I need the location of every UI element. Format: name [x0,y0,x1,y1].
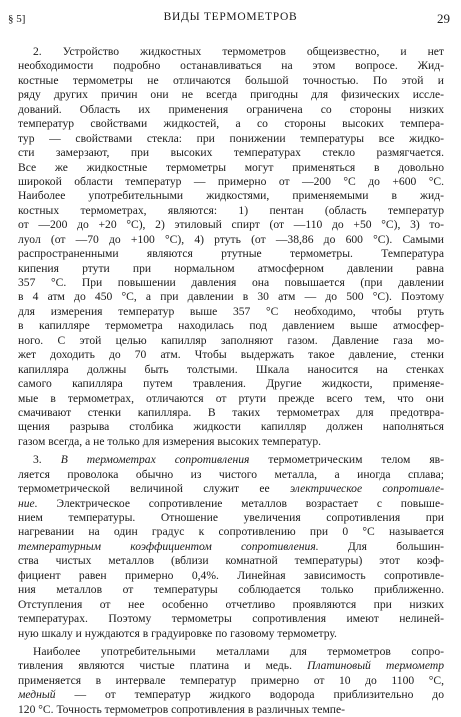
paragraph [18,453,444,641]
text-line [18,204,444,218]
text-line [18,305,444,319]
text-line [18,348,444,362]
text-run: 357 °С. При повышении давления она повышается (при давлении [18,276,444,289]
text-line [18,88,444,102]
text-run: для измерения температур выше 357 °С необходимо, чтобы ртуть [18,304,444,318]
text-line [18,525,444,539]
text-line [18,175,444,189]
text-line [18,645,444,659]
text-run: в 4 атм до 450 °С, а при давлении в 30 атм — до 500 °С). Поэтому [18,290,444,304]
text-run: необходимости подробно останавливаться на этом вопросе. Жид- [18,59,444,73]
text-run: Электрическое сопротивление металлов возрастает с повыше- [37,496,444,510]
text-line [18,420,444,434]
text-line [18,674,444,688]
italic-term: медный [18,688,56,702]
text-run: 120 °С. Точность термометров сопротивления в различных темпе- [18,702,346,716]
text-line [18,569,444,583]
text-line [18,377,444,391]
text-run: дований. Область их применения ограничена со стороны низких [18,102,444,116]
text-line [18,233,444,247]
text-line [18,319,444,333]
text-run: ляется проволока обычно из чистого металла, а иногда сплава; [18,467,444,481]
italic-term: Платиновый термометр [307,659,444,673]
text-line [18,117,444,131]
text-line [18,363,444,377]
text-run: в капилляре термометра находилась под давлением выше атмосфер- [18,319,444,333]
italic-term: В термометрах сопротивления [60,453,250,467]
text-run: Для большин- [318,539,444,553]
text-line [18,703,444,717]
text-run: нагревании на один градус к сопротивлению при 0 °С называется [18,525,444,539]
text-line [18,612,444,626]
text-run: костных термометрах, являются: 1) пентан (область температур [18,203,444,217]
paragraph [18,45,444,449]
text-run: сти замерзают, при высоких температурах стекло размягчается. [18,146,444,160]
italic-term: ние. [18,496,38,510]
text-run: ства чистых металлов (вблизи комнатной температуры) этот коэф- [18,554,444,568]
text-line [18,627,444,641]
text-run: смачивают стенки капилляра. В таких термометрах для предотвра- [18,405,444,419]
text-run: температурах. Поэтому термометры сопротивления имеют нелиней- [18,612,444,626]
text-run: самого капилляра путем травления. Другие жидкости, применяе- [18,377,444,391]
text-line [18,334,444,348]
text-line [18,511,444,525]
text-run: ряду других причин они не всегда пригодны для физических иссле- [18,88,444,102]
text-run: кипения ртути при нормальном атмосферном давлении равна [18,261,444,275]
text-run: ния металлов от температуры соблюдается только приближенно. [18,583,444,597]
text-run: мые в термометрах, отличаются от ртути прежде всего тем, что они [18,391,444,405]
paragraph [18,645,444,717]
running-header [0,11,461,27]
text-run: фициент равен примерно 0,4%. Линейная зависимость сопротивле- [18,568,444,582]
text-line [18,276,444,290]
text-run: термометрической величиной служит ее [18,482,290,496]
text-line [18,45,444,59]
text-run: температур свойствами жидкостей, а со стороны высоких темпера- [18,117,444,131]
text-run: Отступления от нее особенно отчетливо проявляются при низких [18,597,444,611]
text-run: Наиболее употребительными жидкостями, применяемыми в жид- [18,189,444,203]
text-run: тивления являются чистые платина и медь. [18,659,308,673]
text-run: жет доходить до 70 атм. Чтобы выдержать такое давление, стенки [18,348,444,362]
italic-term: температурным коэффициентом сопротивления. [18,539,319,553]
text-line [18,189,444,203]
text-run: Наиболее употребительными металлами для термометров сопро- [33,644,444,658]
text-line [18,497,444,511]
text-line [18,103,444,117]
text-run: ного. С этой целью капилляр заполняют газом. Давление газа мо- [18,333,444,347]
text-line [18,554,444,568]
text-run: газом всегда, а не только для измерения высоких температур. [18,434,322,448]
text-run: распространенными являются ртутные термометры. Температура [18,247,444,261]
text-line [18,482,444,496]
text-run: костные термометры не отличаются большой точностью. По этой и [18,73,444,87]
text-run: 3. [33,453,61,467]
text-run: 2. Устройство жидкостных термометров общеизвестно, и нет [33,45,444,58]
text-run: — от температур жидкого водорода приблизительно до [55,688,444,702]
text-line [18,583,444,597]
text-line [18,218,444,232]
text-line [18,659,444,673]
text-run: щения разрыва столбика жидкости капилляр должен наполняться [18,420,444,434]
running-title: ВИДЫ ТЕРМОМЕТРОВ [163,11,298,23]
text-line [18,406,444,420]
text-line [18,688,444,702]
italic-term: электрическое сопротивле- [289,482,444,496]
text-line [18,146,444,160]
section-marker: § 5] [8,13,26,25]
text-run: ную шкалу и нуждаются в градуировке по газовому термометру. [18,626,337,640]
text-run: применяется в интервале температур примерно от 10 до 1100 °С, [18,673,444,687]
text-line [18,262,444,276]
text-line [18,392,444,406]
text-run: Все же жидкостные термометры могут применяться в довольно [18,160,444,174]
text-line [18,74,444,88]
text-run: тур — свойствами стекла: при понижении температуры все жидко- [18,131,444,145]
text-run: капилляра должны быть толстыми. Шкала наносится на стенках [18,362,444,376]
page-number: 29 [437,11,450,26]
text-line [18,435,444,449]
text-line [18,247,444,261]
text-line [18,161,444,175]
text-line [18,132,444,146]
text-run: нием температуры. Отношение увеличения сопротивления при [18,511,444,524]
text-line [18,540,444,554]
text-line [18,468,444,482]
text-line [18,59,444,73]
text-line [18,598,444,612]
body-text [18,45,444,717]
text-run: термометрическим телом яв- [249,453,444,467]
text-run: широкой области температур — примерно от —200 °С до +600 °С. [18,174,444,188]
text-run: от —200 до +20 °С), 2) этиловый спирт (от —110 до +50 °С), 3) то- [18,218,444,232]
text-line [18,453,444,467]
text-run: луол (от —70 до +100 °С), 4) ртуть (от —38,86 до 600 °С). Самыми [18,232,444,246]
text-line [18,290,444,304]
